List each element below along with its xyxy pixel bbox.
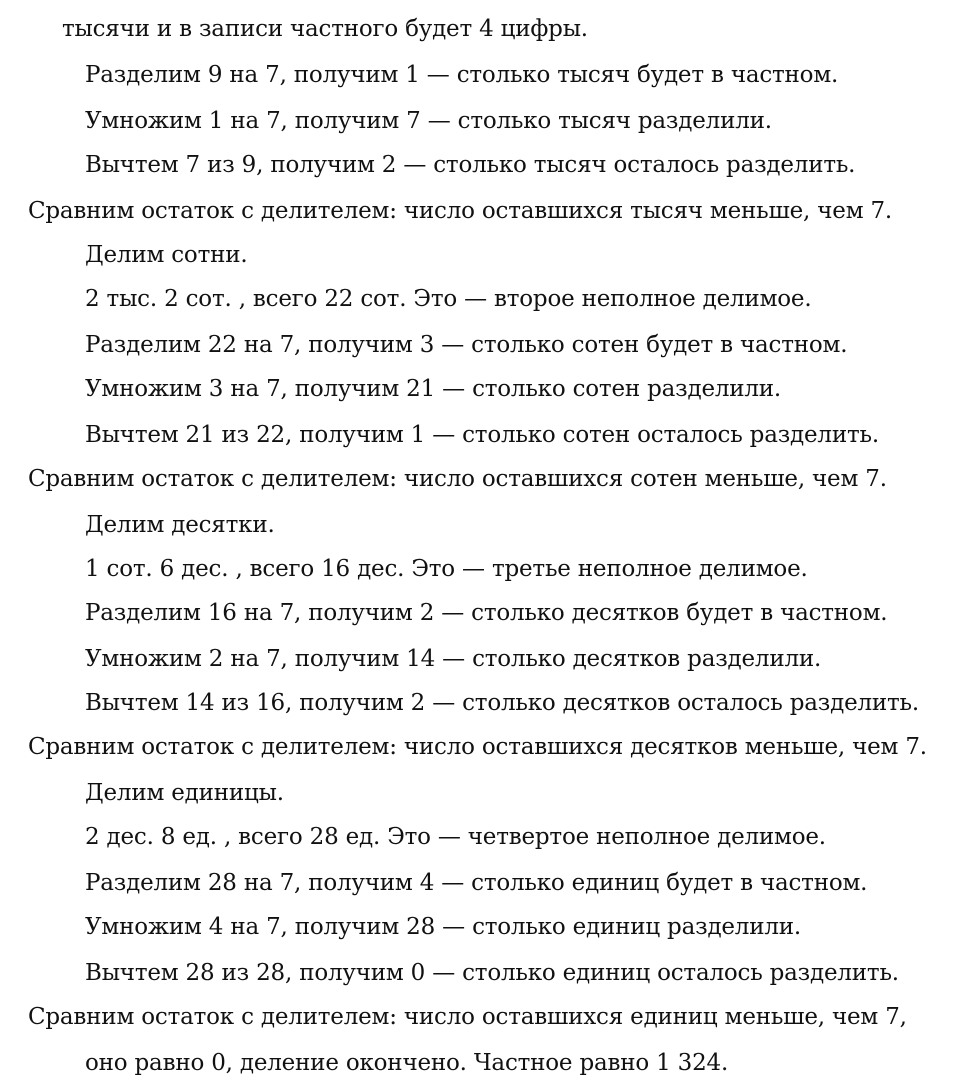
text-line-multiply-tens: Умножим 2 на 7, получим 14 — столько десятков разделили. [85,646,822,672]
text-line-subtract-units: Вычтем 28 из 28, получим 0 — столько единиц осталось разделить. [85,960,899,986]
text-line-fourth-partial-dividend: 2 дес. 8 ед. , всего 28 ед. Это — четвертое неполное делимое. [85,824,826,850]
text-line-divide-thousands: Разделим 9 на 7, получим 1 — столько тысяч будет в частном. [85,62,839,88]
text-line-divide-tens-heading: Делим десятки. [85,512,275,538]
text-line-continuation: тысячи и в записи частного будет 4 цифры. [62,16,588,42]
text-line-compare-tens: Сравним остаток с делителем: число оставшихся десятков меньше, чем 7. [28,734,927,760]
text-line-second-partial-dividend: 2 тыс. 2 сот. , всего 22 сот. Это — второе неполное делимое. [85,286,812,312]
text-line-divide-hundreds: Разделим 22 на 7, получим 3 — столько сотен будет в частном. [85,332,848,358]
text-line-divide-tens: Разделим 16 на 7, получим 2 — столько десятков будет в частном. [85,600,888,626]
text-line-third-partial-dividend: 1 сот. 6 дес. , всего 16 дес. Это — третье неполное делимое. [85,556,808,582]
text-line-multiply-hundreds: Умножим 3 на 7, получим 21 — столько сотен разделили. [85,376,782,402]
text-line-divide-units-heading: Делим единицы. [85,780,284,806]
text-line-compare-hundreds: Сравним остаток с делителем: число оставшихся сотен меньше, чем 7. [28,466,887,492]
text-line-compare-thousands: Сравним остаток с делителем: число оставшихся тысяч меньше, чем 7. [28,198,893,224]
text-line-conclusion: оно равно 0, деление окончено. Частное равно 1 324. [85,1050,729,1076]
text-line-multiply-units: Умножим 4 на 7, получим 28 — столько единиц разделили. [85,914,802,940]
text-line-multiply-thousands: Умножим 1 на 7, получим 7 — столько тысяч разделили. [85,108,772,134]
text-line-divide-units: Разделим 28 на 7, получим 4 — столько единиц будет в частном. [85,870,868,896]
text-line-divide-hundreds-heading: Делим сотни. [85,242,248,268]
text-line-subtract-tens: Вычтем 14 из 16, получим 2 — столько десятков осталось разделить. [85,690,919,716]
text-line-subtract-thousands: Вычтем 7 из 9, получим 2 — столько тысяч осталось разделить. [85,152,856,178]
text-line-subtract-hundreds: Вычтем 21 из 22, получим 1 — столько сотен осталось разделить. [85,422,879,448]
text-line-compare-units: Сравним остаток с делителем: число оставшихся единиц меньше, чем 7, [28,1004,907,1030]
